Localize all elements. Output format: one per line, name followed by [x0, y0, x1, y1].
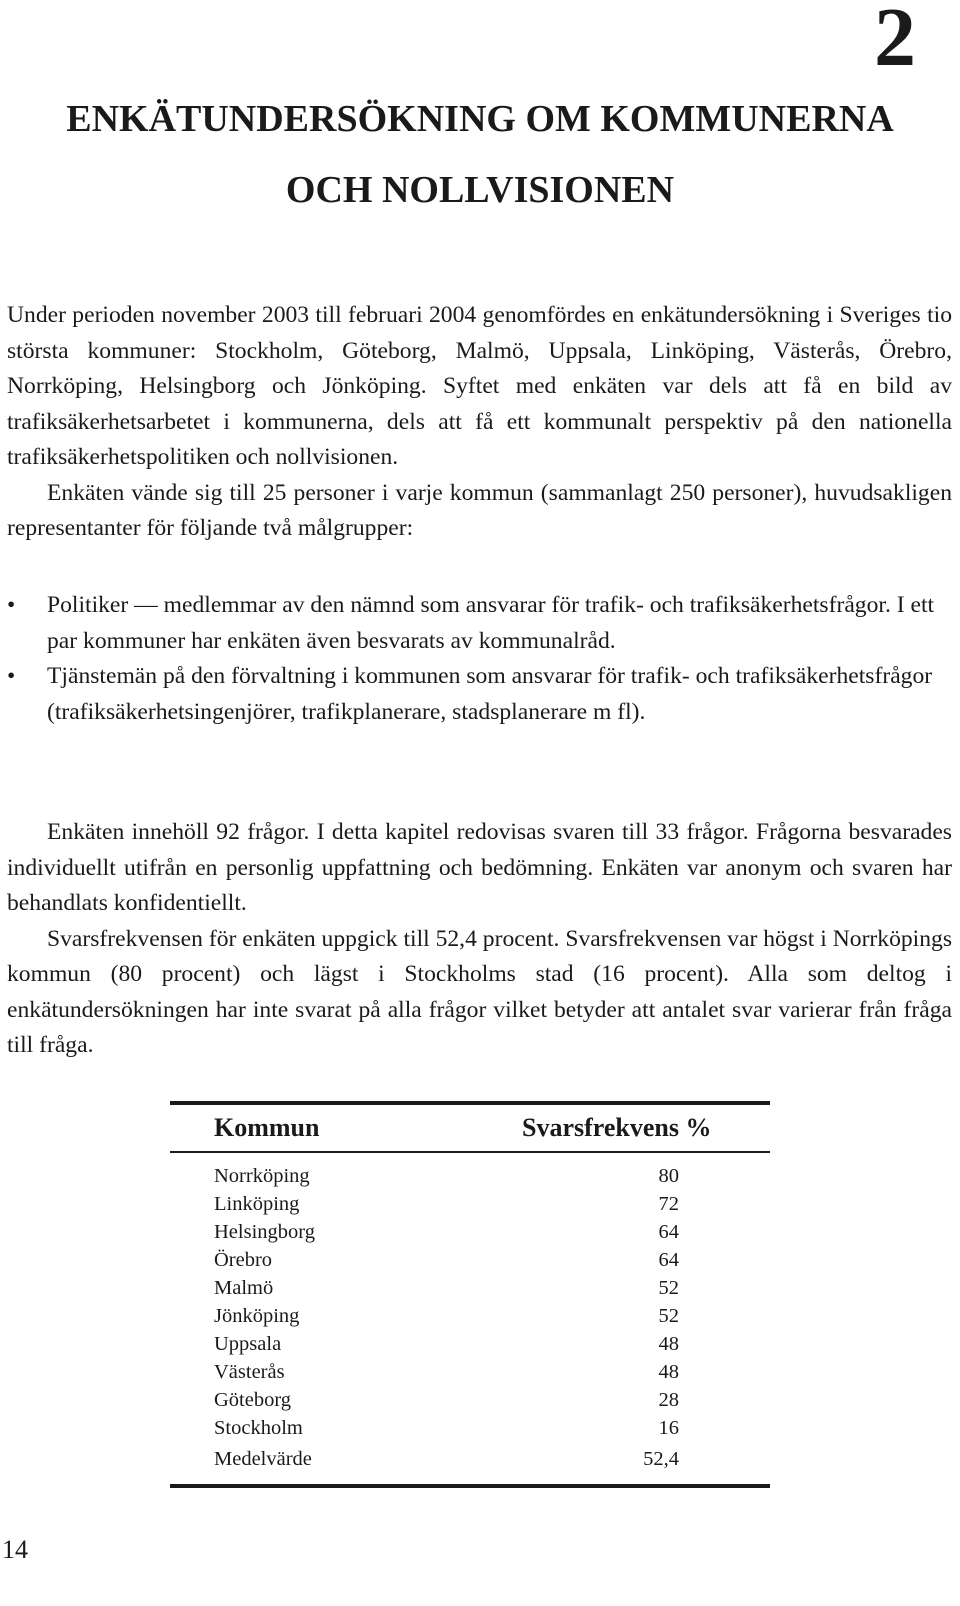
cell-kommun: Helsingborg: [214, 1220, 315, 1243]
table-row: [170, 1414, 770, 1442]
cell-svarsfrekvens: 52: [658, 1276, 679, 1299]
page-number: 14: [2, 1535, 28, 1564]
cell-kommun: Linköping: [214, 1192, 300, 1215]
cell-kommun: Jönköping: [214, 1304, 300, 1327]
cell-kommun: Västerås: [214, 1360, 285, 1383]
cell-svarsfrekvens: 48: [658, 1332, 679, 1355]
list-item: [7, 588, 952, 659]
cell-svarsfrekvens: 48: [658, 1360, 679, 1383]
intro-paragraph-2: Enkäten vände sig till 25 personer i varje kommun (sammanlagt 250 personer), huvudsakligen representanter för följande två målgrupper:: [7, 479, 952, 541]
table-average-row: [170, 1445, 770, 1473]
cell-svarsfrekvens: 72: [658, 1192, 679, 1215]
outro-paragraph-1: Enkäten innehöll 92 frågor. I detta kapitel redovisas svaren till 33 frågor. Frågorna besvarades individuellt utifrån en personlig uppfattning och bedömning. Enkäten var anonym och svaren har behandlats konfidentiellt.: [7, 819, 952, 916]
table-row: [170, 1218, 770, 1246]
intro-paragraph-1: Under perioden november 2003 till februari 2004 genomfördes en enkätundersökning i Sveriges tio största kommuner: Stockholm, Göteborg, Malmö, Uppsala, Linköping, Västerås, Örebro, Norrköping, Helsingborg och Jönköping. Syftet med enkäten var dels att få en bild av trafiksäkerhetsarbetet i kommunerna, dels att få ett kommunalt perspektiv på den nationella trafiksäkerhetspolitiken och nollvisionen.: [7, 302, 952, 470]
chapter-title-line-2: OCH NOLLVISIONEN: [285, 169, 675, 211]
cell-kommun: Örebro: [214, 1248, 273, 1271]
outro-section: [7, 815, 952, 1064]
table-row: [170, 1274, 770, 1302]
table-row: [170, 1330, 770, 1358]
intro-section: [7, 298, 952, 547]
cell-kommun: Stockholm: [214, 1416, 303, 1439]
table-row: [170, 1386, 770, 1414]
cell-kommun: Göteborg: [214, 1388, 292, 1411]
table-row: [170, 1162, 770, 1190]
table-bottom-rule: [170, 1484, 770, 1488]
target-group-list: [7, 588, 952, 730]
cell-kommun: Norrköping: [214, 1164, 310, 1187]
bullet-icon: •: [7, 663, 16, 689]
chapter-title-line-1: ENKÄTUNDERSÖKNING OM KOMMUNERNA: [66, 98, 894, 140]
cell-svarsfrekvens: 80: [658, 1164, 679, 1187]
cell-kommun: Uppsala: [214, 1332, 282, 1355]
table-row: [170, 1246, 770, 1274]
response-rate-table: [170, 1101, 770, 1488]
cell-svarsfrekvens: 64: [658, 1220, 679, 1243]
table-row: [170, 1190, 770, 1218]
column-header-kommun: Kommun: [214, 1113, 320, 1142]
cell-svarsfrekvens: 16: [658, 1416, 679, 1439]
cell-svarsfrekvens: 64: [658, 1248, 679, 1271]
list-item-text: Politiker — medlemmar av den nämnd som ansvarar för trafik- och trafiksäkerhetsfrågor. I ett par kommuner har enkäten även besvarats av kommunalråd.: [47, 592, 935, 654]
chapter-number: 2: [874, 0, 916, 84]
table-header-row: [170, 1105, 770, 1151]
table-body: [170, 1153, 770, 1484]
cell-svarsfrekvens: 28: [658, 1388, 679, 1411]
outro-paragraph-2: Svarsfrekvensen för enkäten uppgick till 52,4 procent. Svarsfrekvensen var högst i Norrköpings kommun (80 procent) och lägst i Stockholms stad (16 procent). Alla som deltog i enkätundersökningen har inte svarat på alla frågor vilket betyder att antalet svar varierar från fråga till fråga.: [7, 925, 952, 1058]
cell-average-label: Medelvärde: [214, 1447, 312, 1470]
cell-svarsfrekvens: 52: [658, 1304, 679, 1327]
table-row: [170, 1358, 770, 1386]
list-item: [7, 659, 952, 730]
bullet-icon: •: [7, 592, 16, 618]
cell-average-value: 52,4: [643, 1447, 679, 1470]
column-header-svarsfrekvens: Svarsfrekvens %: [522, 1113, 712, 1142]
cell-kommun: Malmö: [214, 1276, 274, 1299]
table-row: [170, 1302, 770, 1330]
list-item-text: Tjänstemän på den förvaltning i kommunen som ansvarar för trafik- och trafiksäkerhetsfrågor (trafiksäkerhetsingenjörer, trafikplanerare, stadsplanerare m fl).: [47, 663, 933, 725]
